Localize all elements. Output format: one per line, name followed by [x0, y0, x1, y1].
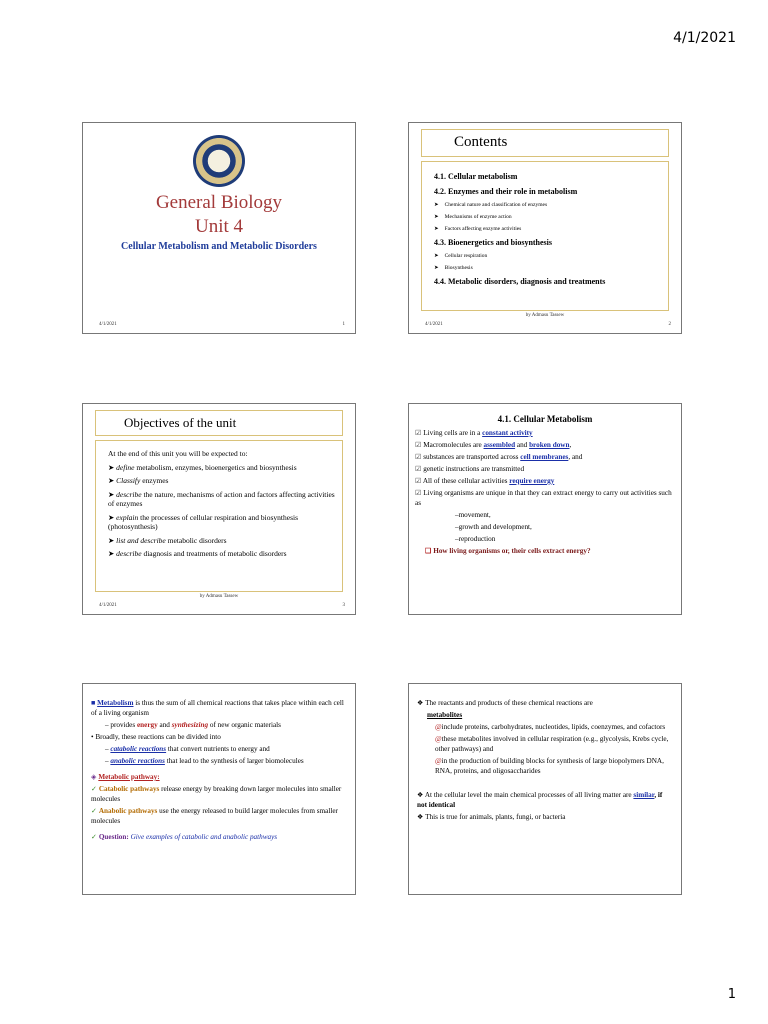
contents-subitem: ➤ Mechanisms of enzyme action — [434, 214, 662, 220]
objective-item: ➤ describe the nature, mechanisms of action and factors affecting activities of enzymes — [108, 490, 336, 509]
objective-item: ➤ Classify enzymes — [108, 476, 336, 486]
slide-contents — [408, 122, 682, 334]
metabolites-term: metabolites — [427, 711, 463, 719]
slide-subtitle: Cellular Metabolism and Metabolic Disorders — [121, 241, 317, 252]
objectives-intro: At the end of this unit you will be expected to: — [108, 449, 248, 458]
paragraph: – provides energy and synthesizing of new organic materials — [105, 721, 281, 729]
bullet: ☑ All of these cellular activities require energy — [415, 476, 675, 486]
slide-author: by Admasu Tassew — [199, 594, 239, 599]
objective-item: ➤ define metabolism, enzymes, bioenergetics and biosynthesis — [108, 463, 336, 473]
bullet: ☑ genetic instructions are transmitted — [415, 464, 675, 474]
slide-metabolism-definition — [82, 683, 356, 895]
slide-date: 4/1/2021 — [425, 322, 443, 327]
metabolite-point: @ include proteins, carbohydrates, nucleotides, lipids, coenzymes, and cofactors — [417, 722, 673, 732]
contents-item: 4.2. Enzymes and their role in metabolism — [434, 187, 578, 196]
objective-item: ➤ list and describe metabolic disorders — [108, 536, 336, 546]
contents-subitem: ➤ Biosynthesis — [434, 265, 662, 271]
contents-heading: Contents — [421, 129, 669, 157]
question: ❑ How living organisms or, their cells extract energy? — [415, 546, 675, 556]
slide-number: 3 — [342, 603, 345, 608]
slide-number: 2 — [668, 322, 671, 327]
slide-title-line2: Unit 4 — [194, 216, 244, 237]
metabolite-point: @ these metabolites involved in cellular respiration (e.g., glycolysis, Krebs cycle, other pathways) and — [417, 734, 673, 754]
objectives-list — [95, 440, 343, 592]
university-seal-logo — [193, 135, 245, 187]
paragraph: ❖ The reactants and products of these chemical reactions are — [417, 698, 673, 708]
paragraph: ❖ This is true for animals, plants, fungi, or bacteria — [417, 812, 673, 822]
page-number: 1 — [727, 987, 736, 1002]
paragraph: – anabolic reactions that lead to the synthesis of larger biomolecules — [105, 757, 304, 765]
slide-body — [417, 698, 673, 824]
pathway-heading: ◈ Metabolic pathway: — [91, 773, 160, 781]
slide-body — [91, 698, 347, 844]
paragraph: ■ Metabolism is thus the sum of all chemical reactions that takes place within each cell of a living organism — [91, 699, 344, 717]
objective-item: ➤ describe diagnosis and treatments of metabolic disorders — [108, 549, 336, 559]
slide-date: 4/1/2021 — [99, 603, 117, 608]
anabolic-bullet: ✓ Anabolic pathways use the energy released to build larger molecules from smaller molecules — [91, 806, 347, 826]
slide-number: 1 — [342, 322, 345, 327]
objectives-heading: Objectives of the unit — [95, 410, 343, 436]
slide-title — [82, 122, 356, 334]
contents-subitem: ➤ Factors affecting enzyme activities — [434, 226, 662, 232]
contents-item: 4.3. Bioenergetics and biosynthesis — [434, 238, 553, 247]
contents-subitem: ➤ Chemical nature and classification of enzymes — [434, 202, 662, 208]
paragraph: • Broadly, these reactions can be divided into — [91, 733, 221, 741]
bullet: ☑ Macromolecules are assembled and broken down, — [415, 440, 675, 450]
bullet: ☑ Living cells are in a constant activity — [415, 428, 675, 438]
slide-title-line1: General Biology — [155, 192, 283, 213]
slide-heading: 4.1. Cellular Metabolism — [497, 414, 593, 424]
catabolic-bullet: ✓ Catabolic pathways release energy by breaking down larger molecules into smaller molecules — [91, 784, 347, 804]
slide-author: by Admasu Tassew — [525, 313, 565, 318]
paragraph: ❖ At the cellular level the main chemical processes of all living matter are similar, if not identical — [417, 790, 673, 810]
objective-item: ➤ explain the processes of cellular respiration and biosynthesis (photosynthesis) — [108, 513, 336, 532]
contents-list — [421, 161, 669, 311]
question: ✓ Question: Give examples of catabolic and anabolic pathways — [91, 832, 347, 842]
slide-date: 4/1/2021 — [99, 322, 117, 327]
activity-item: –growth and development, — [455, 523, 532, 531]
paragraph: – catabolic reactions that convert nutrients to energy and — [105, 745, 270, 753]
contents-item: 4.1. Cellular metabolism — [434, 172, 518, 181]
metabolite-point: @ in the production of building blocks for synthesis of large biopolymers DNA, RNA, proteins, and oligosaccharides — [417, 756, 673, 776]
bullet: ☑ substances are transported across cell membranes, and — [415, 452, 675, 462]
activity-item: –movement, — [455, 511, 491, 519]
slide-metabolites — [408, 683, 682, 895]
slide-body — [415, 428, 675, 558]
page-date: 4/1/2021 — [673, 30, 736, 46]
contents-subitem: ➤ Cellular respiration — [434, 253, 662, 259]
slide-cellular-metabolism — [408, 403, 682, 615]
contents-item: 4.4. Metabolic disorders, diagnosis and treatments — [434, 277, 606, 286]
slide-objectives — [82, 403, 356, 615]
activity-item: –reproduction — [455, 535, 496, 543]
bullet: ☑ Living organisms are unique in that they can extract energy to carry out activities such as — [415, 488, 675, 508]
